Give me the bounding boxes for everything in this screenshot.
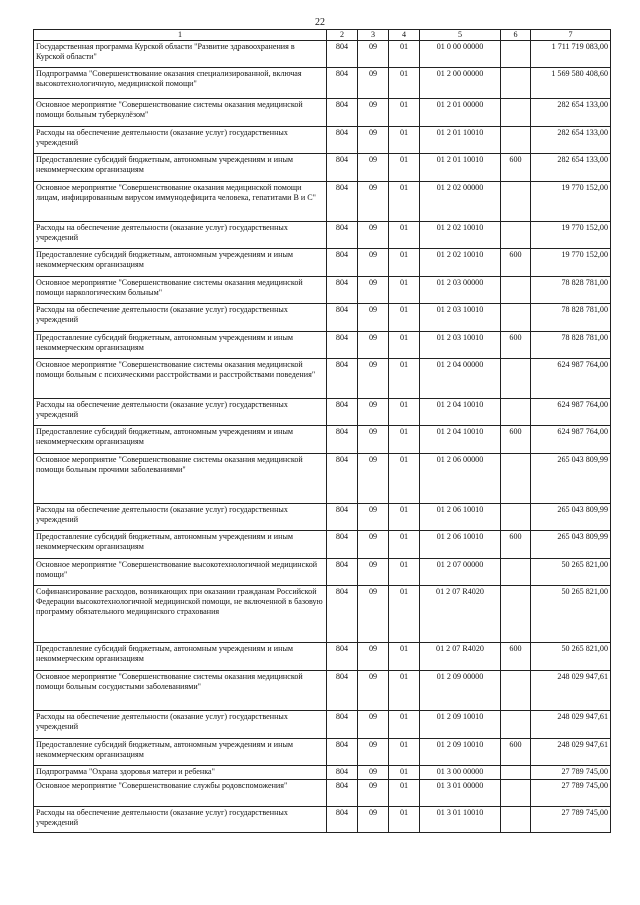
row-code-5: 01 2 09 00000 [420, 671, 501, 711]
row-code-4: 01 [389, 643, 420, 671]
row-code-3: 09 [358, 739, 389, 766]
row-code-4: 01 [389, 182, 420, 222]
row-name: Подпрограмма "Совершенствование оказания специализированной, включая высокотехнологичную, медицинской помощи" [34, 68, 327, 99]
row-code-6 [501, 222, 531, 249]
row-code-6 [501, 127, 531, 154]
row-code-6 [501, 807, 531, 833]
row-code-2: 804 [327, 41, 358, 68]
row-code-6 [501, 671, 531, 711]
row-code-4: 01 [389, 559, 420, 586]
table-row [34, 671, 611, 711]
row-code-3: 09 [358, 222, 389, 249]
row-code-5: 01 2 06 10010 [420, 504, 501, 531]
row-code-3: 09 [358, 643, 389, 671]
row-code-2: 804 [327, 249, 358, 277]
row-code-5: 01 2 03 00000 [420, 277, 501, 304]
row-name: Основное мероприятие "Совершенствование системы оказания медицинской помощи наркологическим больным" [34, 277, 327, 304]
row-code-4: 01 [389, 454, 420, 504]
row-name: Основное мероприятие "Совершенствование системы оказания медицинской помощи больным прочими заболеваниями" [34, 454, 327, 504]
table-row [34, 586, 611, 643]
row-name: Основное мероприятие "Совершенствование высокотехнологичной медицинской помощи" [34, 559, 327, 586]
row-code-4: 01 [389, 586, 420, 643]
row-code-3: 09 [358, 359, 389, 399]
row-code-6 [501, 711, 531, 739]
row-code-2: 804 [327, 277, 358, 304]
row-code-6: 600 [501, 426, 531, 454]
row-code-5: 01 2 03 10010 [420, 332, 501, 359]
row-code-4: 01 [389, 671, 420, 711]
row-code-3: 09 [358, 531, 389, 559]
row-code-5: 01 2 01 10010 [420, 127, 501, 154]
row-code-4: 01 [389, 504, 420, 531]
row-code-6: 600 [501, 249, 531, 277]
table-row [34, 739, 611, 766]
row-code-6 [501, 182, 531, 222]
row-amount: 19 770 152,00 [531, 222, 611, 249]
row-amount: 282 654 133,00 [531, 127, 611, 154]
row-code-3: 09 [358, 711, 389, 739]
row-name: Подпрограмма "Охрана здоровья матери и ребенка" [34, 766, 327, 780]
row-code-4: 01 [389, 780, 420, 807]
row-code-2: 804 [327, 454, 358, 504]
row-code-2: 804 [327, 222, 358, 249]
row-code-6 [501, 780, 531, 807]
row-code-6: 600 [501, 643, 531, 671]
row-name: Расходы на обеспечение деятельности (оказание услуг) государственных учреждений [34, 304, 327, 332]
row-code-5: 01 2 09 10010 [420, 711, 501, 739]
row-code-2: 804 [327, 671, 358, 711]
table-row [34, 531, 611, 559]
table-row [34, 807, 611, 833]
row-code-3: 09 [358, 127, 389, 154]
row-code-3: 09 [358, 504, 389, 531]
row-code-4: 01 [389, 332, 420, 359]
row-code-4: 01 [389, 304, 420, 332]
row-code-2: 804 [327, 399, 358, 426]
row-code-2: 804 [327, 99, 358, 127]
row-amount: 50 265 821,00 [531, 643, 611, 671]
row-name: Государственная программа Курской области "Развитие здравоохранения в Курской области" [34, 41, 327, 68]
row-amount: 624 987 764,00 [531, 399, 611, 426]
row-code-5: 01 2 04 00000 [420, 359, 501, 399]
row-code-4: 01 [389, 711, 420, 739]
column-header: 3 [358, 30, 389, 41]
row-code-2: 804 [327, 304, 358, 332]
row-code-4: 01 [389, 99, 420, 127]
row-code-5: 01 2 00 00000 [420, 68, 501, 99]
budget-table [33, 29, 611, 833]
row-name: Предоставление субсидий бюджетным, автономным учреждениям и иным некоммерческим организациям [34, 332, 327, 359]
row-amount: 78 828 781,00 [531, 277, 611, 304]
row-amount: 19 770 152,00 [531, 249, 611, 277]
row-code-3: 09 [358, 807, 389, 833]
row-code-6 [501, 68, 531, 99]
row-code-3: 09 [358, 586, 389, 643]
row-amount: 50 265 821,00 [531, 586, 611, 643]
row-code-3: 09 [358, 277, 389, 304]
row-code-4: 01 [389, 277, 420, 304]
header-row [34, 30, 611, 41]
row-code-6 [501, 41, 531, 68]
row-name: Софинансирование расходов, возникающих при оказании гражданам Российской Федерации высокотехнологичной медицинской помощи, не включенной в базовую программу обязательного медицинского страхования [34, 586, 327, 643]
row-code-5: 01 2 06 00000 [420, 454, 501, 504]
table-row [34, 454, 611, 504]
row-code-2: 804 [327, 154, 358, 182]
column-header: 6 [501, 30, 531, 41]
table-row [34, 780, 611, 807]
row-code-6: 600 [501, 739, 531, 766]
row-code-3: 09 [358, 399, 389, 426]
row-code-2: 804 [327, 68, 358, 99]
table-row [34, 399, 611, 426]
row-code-2: 804 [327, 127, 358, 154]
row-code-6 [501, 586, 531, 643]
table-row [34, 426, 611, 454]
column-header: 7 [531, 30, 611, 41]
row-code-5: 01 2 03 10010 [420, 304, 501, 332]
row-code-2: 804 [327, 586, 358, 643]
row-code-4: 01 [389, 399, 420, 426]
row-code-4: 01 [389, 807, 420, 833]
row-name: Предоставление субсидий бюджетным, автономным учреждениям и иным некоммерческим организациям [34, 531, 327, 559]
row-name: Предоставление субсидий бюджетным, автономным учреждениям и иным некоммерческим организациям [34, 249, 327, 277]
row-code-3: 09 [358, 41, 389, 68]
row-code-2: 804 [327, 711, 358, 739]
row-code-5: 01 2 07 00000 [420, 559, 501, 586]
row-name: Предоставление субсидий бюджетным, автономным учреждениям и иным некоммерческим организациям [34, 643, 327, 671]
row-code-3: 09 [358, 332, 389, 359]
table-row [34, 332, 611, 359]
row-code-4: 01 [389, 531, 420, 559]
row-name: Основное мероприятие "Совершенствование системы оказания медицинской помощи больным сосудистыми заболеваниями" [34, 671, 327, 711]
table-row [34, 182, 611, 222]
row-code-6: 600 [501, 154, 531, 182]
row-name: Расходы на обеспечение деятельности (оказание услуг) государственных учреждений [34, 127, 327, 154]
row-code-6: 600 [501, 531, 531, 559]
table-row [34, 99, 611, 127]
row-name: Предоставление субсидий бюджетным, автономным учреждениям и иным некоммерческим организациям [34, 154, 327, 182]
row-code-3: 09 [358, 766, 389, 780]
row-code-6 [501, 504, 531, 531]
row-code-4: 01 [389, 739, 420, 766]
table-row [34, 127, 611, 154]
row-code-2: 804 [327, 559, 358, 586]
table-row [34, 41, 611, 68]
table-row [34, 766, 611, 780]
row-code-3: 09 [358, 426, 389, 454]
row-amount: 265 043 809,99 [531, 531, 611, 559]
row-amount: 624 987 764,00 [531, 426, 611, 454]
row-code-5: 01 3 01 00000 [420, 780, 501, 807]
row-amount: 1 569 580 408,60 [531, 68, 611, 99]
row-code-3: 09 [358, 249, 389, 277]
row-amount: 27 789 745,00 [531, 766, 611, 780]
row-name: Предоставление субсидий бюджетным, автономным учреждениям и иным некоммерческим организациям [34, 426, 327, 454]
row-code-2: 804 [327, 332, 358, 359]
row-code-6 [501, 766, 531, 780]
row-code-5: 01 2 02 00000 [420, 182, 501, 222]
row-code-3: 09 [358, 304, 389, 332]
row-name: Основное мероприятие "Совершенствование оказания медицинской помощи лицам, инфицированным вирусом иммунодефицита человека, гепатитами В и С" [34, 182, 327, 222]
row-code-2: 804 [327, 504, 358, 531]
row-code-2: 804 [327, 531, 358, 559]
row-code-2: 804 [327, 182, 358, 222]
row-code-5: 01 2 02 10010 [420, 222, 501, 249]
row-code-2: 804 [327, 780, 358, 807]
row-amount: 78 828 781,00 [531, 332, 611, 359]
row-amount: 19 770 152,00 [531, 182, 611, 222]
row-code-4: 01 [389, 426, 420, 454]
row-code-6 [501, 399, 531, 426]
row-code-2: 804 [327, 426, 358, 454]
row-code-6 [501, 359, 531, 399]
row-name: Расходы на обеспечение деятельности (оказание услуг) государственных учреждений [34, 711, 327, 739]
row-code-5: 01 2 09 10010 [420, 739, 501, 766]
table-row [34, 68, 611, 99]
row-code-6: 600 [501, 332, 531, 359]
row-code-3: 09 [358, 99, 389, 127]
table-row [34, 559, 611, 586]
table-row [34, 249, 611, 277]
row-code-4: 01 [389, 766, 420, 780]
row-name: Расходы на обеспечение деятельности (оказание услуг) государственных учреждений [34, 504, 327, 531]
table-row [34, 154, 611, 182]
row-amount: 248 029 947,61 [531, 671, 611, 711]
column-header: 5 [420, 30, 501, 41]
table-row [34, 504, 611, 531]
row-code-5: 01 2 04 10010 [420, 426, 501, 454]
row-code-2: 804 [327, 739, 358, 766]
column-header: 4 [389, 30, 420, 41]
row-code-5: 01 3 00 00000 [420, 766, 501, 780]
row-name: Расходы на обеспечение деятельности (оказание услуг) государственных учреждений [34, 399, 327, 426]
row-name: Основное мероприятие "Совершенствование службы родовспоможения" [34, 780, 327, 807]
row-name: Предоставление субсидий бюджетным, автономным учреждениям и иным некоммерческим организациям [34, 739, 327, 766]
row-code-3: 09 [358, 454, 389, 504]
row-code-5: 01 2 01 00000 [420, 99, 501, 127]
row-code-5: 01 2 07 R4020 [420, 643, 501, 671]
row-amount: 282 654 133,00 [531, 99, 611, 127]
row-amount: 1 711 719 083,00 [531, 41, 611, 68]
row-amount: 265 043 809,99 [531, 454, 611, 504]
row-code-5: 01 2 01 10010 [420, 154, 501, 182]
row-code-5: 01 2 07 R4020 [420, 586, 501, 643]
table-row [34, 277, 611, 304]
row-code-6 [501, 304, 531, 332]
row-code-6 [501, 454, 531, 504]
row-code-4: 01 [389, 41, 420, 68]
row-code-3: 09 [358, 68, 389, 99]
row-code-6 [501, 277, 531, 304]
row-code-4: 01 [389, 127, 420, 154]
row-amount: 282 654 133,00 [531, 154, 611, 182]
row-amount: 248 029 947,61 [531, 711, 611, 739]
table-row [34, 222, 611, 249]
row-name: Расходы на обеспечение деятельности (оказание услуг) государственных учреждений [34, 807, 327, 833]
row-code-5: 01 2 06 10010 [420, 531, 501, 559]
row-code-5: 01 3 01 10010 [420, 807, 501, 833]
row-code-3: 09 [358, 154, 389, 182]
row-code-4: 01 [389, 249, 420, 277]
row-code-2: 804 [327, 359, 358, 399]
table-row [34, 359, 611, 399]
row-code-4: 01 [389, 222, 420, 249]
row-code-3: 09 [358, 559, 389, 586]
row-code-3: 09 [358, 780, 389, 807]
row-amount: 265 043 809,99 [531, 504, 611, 531]
row-code-4: 01 [389, 154, 420, 182]
row-name: Расходы на обеспечение деятельности (оказание услуг) государственных учреждений [34, 222, 327, 249]
row-amount: 27 789 745,00 [531, 807, 611, 833]
row-code-4: 01 [389, 68, 420, 99]
row-code-4: 01 [389, 359, 420, 399]
row-name: Основное мероприятие "Совершенствование системы оказания медицинской помощи больным с психическими расстройствами и расстройствами поведения" [34, 359, 327, 399]
table-row [34, 711, 611, 739]
row-amount: 248 029 947,61 [531, 739, 611, 766]
row-code-2: 804 [327, 807, 358, 833]
row-code-3: 09 [358, 671, 389, 711]
row-name: Основное мероприятие "Совершенствование системы оказания медицинской помощи больным туберкулёзом" [34, 99, 327, 127]
row-code-2: 804 [327, 643, 358, 671]
column-header: 1 [34, 30, 327, 41]
row-amount: 78 828 781,00 [531, 304, 611, 332]
table-row [34, 304, 611, 332]
row-code-6 [501, 99, 531, 127]
table-row [34, 643, 611, 671]
row-amount: 624 987 764,00 [531, 359, 611, 399]
row-amount: 50 265 821,00 [531, 559, 611, 586]
row-code-5: 01 2 04 10010 [420, 399, 501, 426]
page-number: 22 [315, 17, 325, 28]
row-amount: 27 789 745,00 [531, 780, 611, 807]
row-code-3: 09 [358, 182, 389, 222]
row-code-6 [501, 559, 531, 586]
column-header: 2 [327, 30, 358, 41]
row-code-5: 01 0 00 00000 [420, 41, 501, 68]
row-code-2: 804 [327, 766, 358, 780]
row-code-5: 01 2 02 10010 [420, 249, 501, 277]
